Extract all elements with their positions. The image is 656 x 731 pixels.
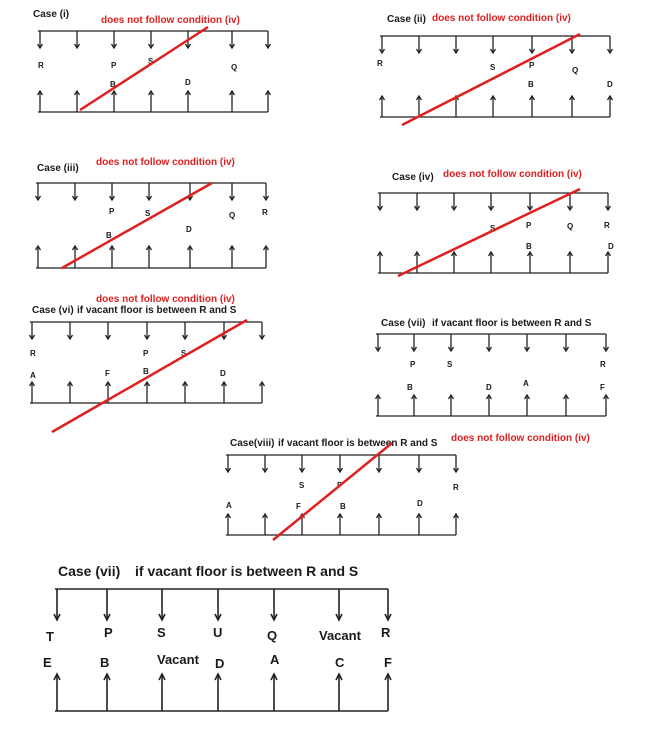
final-top-label: R bbox=[381, 625, 391, 640]
final-bottom-label: B bbox=[100, 655, 110, 670]
case-1-top-label: R bbox=[38, 61, 44, 70]
case-8-top-label: R bbox=[453, 483, 459, 492]
case-1-caption: Case (i) bbox=[33, 9, 70, 20]
case-1-violation-note: does not follow condition (iv) bbox=[101, 15, 240, 26]
case-6-bottom-label: A bbox=[30, 371, 36, 380]
final-bottom-label: C bbox=[335, 655, 345, 670]
case-8 bbox=[226, 433, 590, 540]
case-8-bottom-label: D bbox=[417, 499, 423, 508]
case-4-top-label: S bbox=[490, 224, 496, 233]
case-1-top-label: S bbox=[148, 57, 154, 66]
case-1-top-label: Q bbox=[231, 63, 238, 72]
final-bottom-label: A bbox=[270, 652, 280, 667]
case-2-cross-out bbox=[402, 34, 580, 125]
case-2 bbox=[377, 13, 613, 125]
case-1-cross-out bbox=[80, 27, 208, 110]
final-bottom-label: E bbox=[43, 655, 52, 670]
case-6-bottom-label: B bbox=[143, 367, 149, 376]
case-7 bbox=[376, 318, 609, 416]
case-4-violation-note: does not follow condition (iv) bbox=[443, 169, 582, 180]
final-bottom-label: F bbox=[384, 655, 392, 670]
case-2-top-label: S bbox=[490, 63, 496, 72]
case-3-violation-note: does not follow condition (iv) bbox=[96, 157, 235, 168]
case-8-bottom-label: A bbox=[226, 501, 232, 510]
case-4-caption: Case (iv) bbox=[392, 172, 434, 183]
case-4-top-label: D bbox=[608, 242, 614, 251]
final-case-caption: Case (vii) bbox=[58, 563, 121, 579]
case-8-bottom-label: F bbox=[296, 502, 301, 511]
final-top-label: S bbox=[157, 625, 166, 640]
final-top-label: Q bbox=[267, 628, 278, 643]
case-1-bottom-label: B bbox=[110, 80, 116, 89]
case-8-violation-note: does not follow condition (iv) bbox=[451, 433, 590, 444]
case-3-top-label: P bbox=[109, 207, 115, 216]
case-6-vacant-note: if vacant floor is between R and S bbox=[77, 305, 237, 316]
case-4-top-label: P bbox=[526, 221, 532, 230]
case-8-bottom-label: B bbox=[340, 502, 346, 511]
case-4-top-label: R bbox=[604, 221, 610, 230]
case-2-bottom-label: B bbox=[528, 80, 534, 89]
case-3-bottom-label: D bbox=[186, 225, 192, 234]
case-7-caption: Case (vii) bbox=[381, 318, 426, 329]
case-8-vacant-note: if vacant floor is between R and S bbox=[278, 438, 438, 449]
case-3-top-label: Q bbox=[229, 211, 236, 220]
case-8-cross-out bbox=[273, 443, 392, 540]
final-top-label: Vacant bbox=[319, 628, 361, 643]
case-7-bottom-label: F bbox=[600, 383, 605, 392]
case-3-bottom-label: B bbox=[106, 231, 112, 240]
case-3-top-label: R bbox=[262, 208, 268, 217]
case-7-bottom-label: A bbox=[523, 379, 529, 388]
case-2-top-label: D bbox=[607, 80, 613, 89]
case-6-top-label: S bbox=[181, 349, 187, 358]
case-6-caption: Case (vi) bbox=[32, 305, 74, 316]
case-1 bbox=[33, 9, 271, 112]
case-6-violation-note: does not follow condition (iv) bbox=[96, 294, 235, 305]
final-top-label: T bbox=[46, 629, 54, 644]
case-4-bottom-label: B bbox=[526, 242, 532, 251]
case-8-caption: Case(viii) bbox=[230, 438, 275, 449]
case-4-cross-out bbox=[398, 189, 580, 276]
case-2-top-label: P bbox=[529, 61, 535, 70]
case-2-top-label: Q bbox=[572, 66, 579, 75]
case-4 bbox=[378, 169, 615, 276]
final-case-vacant-note: if vacant floor is between R and S bbox=[135, 563, 359, 579]
case-6-top-label: P bbox=[143, 349, 149, 358]
case-7-top-label: S bbox=[447, 360, 453, 369]
case-7-bottom-label: B bbox=[407, 383, 413, 392]
final-top-label: U bbox=[213, 625, 223, 640]
case-2-caption: Case (ii) bbox=[387, 14, 426, 25]
case-2-top-label: R bbox=[377, 59, 383, 68]
case-3-caption: Case (iii) bbox=[37, 163, 79, 174]
case-6 bbox=[30, 294, 265, 432]
case-6-cross-out bbox=[52, 320, 247, 432]
case-6-top-label: R bbox=[30, 349, 36, 358]
case-4-top-label: Q bbox=[567, 222, 574, 231]
case-8-top-label: S bbox=[299, 481, 305, 490]
case-2-violation-note: does not follow condition (iv) bbox=[432, 13, 571, 24]
case-7-top-label: P bbox=[410, 360, 416, 369]
final-case bbox=[43, 563, 392, 711]
final-top-label: P bbox=[104, 625, 113, 640]
case-6-bottom-label: F bbox=[105, 369, 110, 378]
case-1-top-label: P bbox=[111, 61, 117, 70]
case-7-top-label: R bbox=[600, 360, 606, 369]
final-bottom-label: Vacant bbox=[157, 652, 199, 667]
case-3 bbox=[36, 157, 269, 268]
case-7-vacant-note: if vacant floor is between R and S bbox=[432, 318, 592, 329]
case-3-top-label: S bbox=[145, 209, 151, 218]
case-1-bottom-label: D bbox=[185, 78, 191, 87]
final-bottom-label: D bbox=[215, 656, 225, 671]
case-7-bottom-label: D bbox=[486, 383, 492, 392]
case-6-bottom-label: D bbox=[220, 369, 226, 378]
